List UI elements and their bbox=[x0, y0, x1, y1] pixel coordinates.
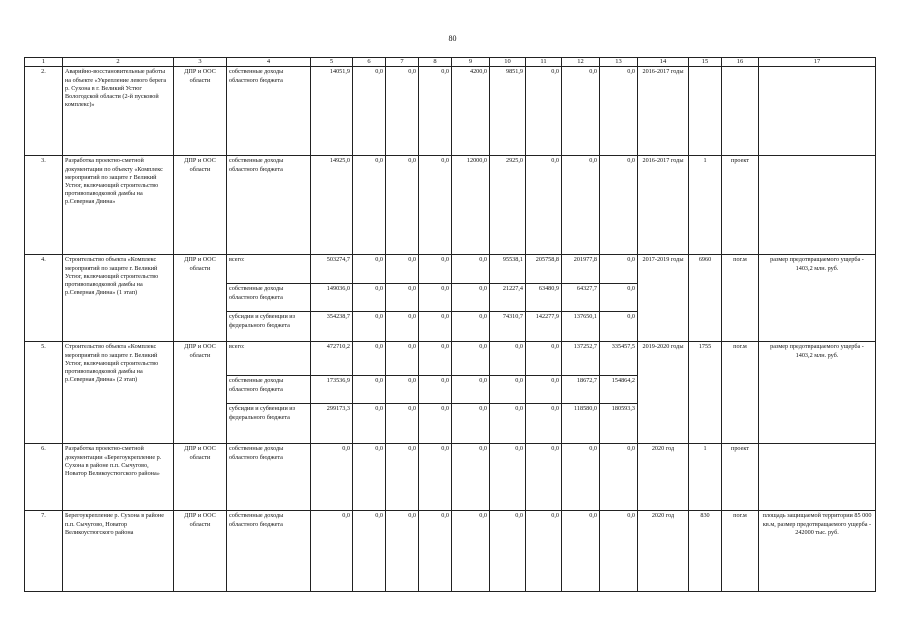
funding-source: всего: bbox=[227, 255, 311, 284]
amount-cell: 0,0 bbox=[386, 404, 419, 444]
program-table bbox=[24, 57, 876, 592]
amount-cell: 503274,7 bbox=[311, 255, 353, 284]
amount-cell: 0,0 bbox=[490, 444, 526, 511]
amount-cell: 0,0 bbox=[490, 404, 526, 444]
amount-cell: 0,0 bbox=[600, 444, 638, 511]
page-number: 80 bbox=[448, 34, 457, 43]
amount-cell: 14051,9 bbox=[311, 67, 353, 156]
executor: ДПР и ООС области bbox=[174, 156, 227, 255]
period: 2016-2017 годы bbox=[638, 156, 689, 255]
period: 2019-2020 годы bbox=[638, 342, 689, 444]
amount-cell: 118580,0 bbox=[562, 404, 600, 444]
amount-cell: 0,0 bbox=[353, 156, 386, 255]
amount-cell: 354238,7 bbox=[311, 312, 353, 342]
effect-note: размер предотвращаемого ущерба - 1403,2 млн. руб. bbox=[759, 342, 876, 444]
amount-cell: 95538,1 bbox=[490, 255, 526, 284]
measure-name: Строительство объекта «Комплекс мероприятий по защите г. Великий Устюг, включающий строительство противопаводковой дамбы на р.Северная Двина» (2 этап) bbox=[63, 342, 174, 444]
amount-cell: 0,0 bbox=[600, 284, 638, 312]
amount-cell: 0,0 bbox=[490, 342, 526, 376]
column-number: 13 bbox=[600, 58, 638, 67]
amount-cell: 4200,0 bbox=[452, 67, 490, 156]
executor: ДПР и ООС области bbox=[174, 255, 227, 342]
funding-source: субсидии и субвенции из федерального бюджета bbox=[227, 312, 311, 342]
column-number: 14 bbox=[638, 58, 689, 67]
amount-cell: 0,0 bbox=[419, 511, 452, 592]
amount-cell: 0,0 bbox=[419, 255, 452, 284]
column-number: 8 bbox=[419, 58, 452, 67]
amount-cell: 0,0 bbox=[562, 67, 600, 156]
amount-cell: 0,0 bbox=[419, 156, 452, 255]
unit bbox=[722, 67, 759, 156]
effect-note bbox=[759, 156, 876, 255]
amount-cell: 0,0 bbox=[562, 156, 600, 255]
column-number: 10 bbox=[490, 58, 526, 67]
amount-cell: 0,0 bbox=[386, 444, 419, 511]
amount-cell: 0,0 bbox=[419, 444, 452, 511]
unit: пог.м bbox=[722, 511, 759, 592]
quantity: 830 bbox=[689, 511, 722, 592]
amount-cell: 0,0 bbox=[353, 342, 386, 376]
measure-name: Разработка проектно-сметной документации по объекту «Комплекс мероприятий по защите г Великий Устюг, включающий строительство противопаводковой дамбы на р.Северная Двина» bbox=[63, 156, 174, 255]
funding-source: субсидии и субвенции из федерального бюджета bbox=[227, 404, 311, 444]
amount-cell: 18672,7 bbox=[562, 376, 600, 404]
row-number: 6. bbox=[25, 444, 63, 511]
unit: пог.м bbox=[722, 342, 759, 444]
row-number: 3. bbox=[25, 156, 63, 255]
amount-cell: 149036,0 bbox=[311, 284, 353, 312]
quantity: 1 bbox=[689, 444, 722, 511]
amount-cell: 0,0 bbox=[311, 444, 353, 511]
amount-cell: 0,0 bbox=[419, 342, 452, 376]
amount-cell: 21227,4 bbox=[490, 284, 526, 312]
column-number: 15 bbox=[689, 58, 722, 67]
measure-name: Аварийно-восстановительные работы на объекте «Укрепление левого берега р. Сухона в г. Великий Устюг Вологодской области (2-й пусковой комплекс)» bbox=[63, 67, 174, 156]
unit: пог.м bbox=[722, 255, 759, 342]
amount-cell: 0,0 bbox=[386, 67, 419, 156]
amount-cell: 0,0 bbox=[526, 156, 562, 255]
amount-cell: 180593,3 bbox=[600, 404, 638, 444]
effect-note: размер предотвращаемого ущерба - 1403,2 млн. руб. bbox=[759, 255, 876, 342]
amount-cell: 0,0 bbox=[452, 444, 490, 511]
amount-cell: 0,0 bbox=[452, 312, 490, 342]
executor: ДПР и ООС области bbox=[174, 444, 227, 511]
column-number: 5 bbox=[311, 58, 353, 67]
amount-cell: 137650,1 bbox=[562, 312, 600, 342]
header-row bbox=[25, 58, 876, 67]
measure-name: Разработка проектно-сметной документации «Берегоукрепление р. Сухона в районе п.п. Сычугово, Новатор Великоустюгского района» bbox=[63, 444, 174, 511]
table-row bbox=[25, 511, 876, 592]
period: 2020 год bbox=[638, 511, 689, 592]
amount-cell: 472710,2 bbox=[311, 342, 353, 376]
row-number: 2. bbox=[25, 67, 63, 156]
column-number: 11 bbox=[526, 58, 562, 67]
funding-source: собственные доходы областного бюджета bbox=[227, 284, 311, 312]
amount-cell: 9851,9 bbox=[490, 67, 526, 156]
amount-cell: 0,0 bbox=[562, 444, 600, 511]
amount-cell: 0,0 bbox=[386, 312, 419, 342]
amount-cell: 0,0 bbox=[526, 444, 562, 511]
amount-cell: 0,0 bbox=[386, 511, 419, 592]
period: 2016-2017 годы bbox=[638, 67, 689, 156]
row-number: 5. bbox=[25, 342, 63, 444]
effect-note: площадь защищаемой территории 85 000 кв.м, размер предотвращаемого ущерба - 242000 тыс. руб. bbox=[759, 511, 876, 592]
measure-name: Берегоукрепление р. Сухона в районе п.п. Сычугово, Новатор Великоустюгского района bbox=[63, 511, 174, 592]
amount-cell: 0,0 bbox=[353, 284, 386, 312]
amount-cell: 154864,2 bbox=[600, 376, 638, 404]
funding-source: собственные доходы областного бюджета bbox=[227, 444, 311, 511]
funding-source: собственные доходы областного бюджета bbox=[227, 156, 311, 255]
column-number: 1 bbox=[25, 58, 63, 67]
funding-source: собственные доходы областного бюджета bbox=[227, 511, 311, 592]
row-number: 4. bbox=[25, 255, 63, 342]
amount-cell: 0,0 bbox=[600, 511, 638, 592]
amount-cell: 205758,8 bbox=[526, 255, 562, 284]
amount-cell: 0,0 bbox=[353, 404, 386, 444]
amount-cell: 0,0 bbox=[353, 255, 386, 284]
table-row bbox=[25, 255, 876, 284]
row-number: 7. bbox=[25, 511, 63, 592]
amount-cell: 137252,7 bbox=[562, 342, 600, 376]
amount-cell: 0,0 bbox=[419, 312, 452, 342]
period: 2017-2019 годы bbox=[638, 255, 689, 342]
amount-cell: 0,0 bbox=[419, 284, 452, 312]
amount-cell: 0,0 bbox=[452, 404, 490, 444]
amount-cell: 0,0 bbox=[386, 156, 419, 255]
quantity: 1 bbox=[689, 156, 722, 255]
amount-cell: 74310,7 bbox=[490, 312, 526, 342]
amount-cell: 0,0 bbox=[386, 376, 419, 404]
period: 2020 год bbox=[638, 444, 689, 511]
amount-cell: 0,0 bbox=[452, 376, 490, 404]
amount-cell: 63480,9 bbox=[526, 284, 562, 312]
amount-cell: 0,0 bbox=[311, 511, 353, 592]
funding-source: собственные доходы областного бюджета bbox=[227, 67, 311, 156]
amount-cell: 0,0 bbox=[419, 404, 452, 444]
amount-cell: 0,0 bbox=[600, 255, 638, 284]
amount-cell: 142277,9 bbox=[526, 312, 562, 342]
amount-cell: 0,0 bbox=[452, 342, 490, 376]
table-row bbox=[25, 342, 876, 376]
column-number: 2 bbox=[63, 58, 174, 67]
amount-cell: 335457,5 bbox=[600, 342, 638, 376]
amount-cell: 14925,0 bbox=[311, 156, 353, 255]
executor: ДПР и ООС области bbox=[174, 342, 227, 444]
amount-cell: 0,0 bbox=[600, 67, 638, 156]
table-row bbox=[25, 156, 876, 255]
amount-cell: 0,0 bbox=[386, 342, 419, 376]
amount-cell: 0,0 bbox=[490, 511, 526, 592]
column-number: 3 bbox=[174, 58, 227, 67]
amount-cell: 299173,3 bbox=[311, 404, 353, 444]
amount-cell: 0,0 bbox=[419, 67, 452, 156]
amount-cell: 0,0 bbox=[526, 376, 562, 404]
amount-cell: 0,0 bbox=[353, 511, 386, 592]
measure-name: Строительство объекта «Комплекс мероприятий по защите г. Великий Устюг, включающий строительство противопаводковой дамбы на р.Северная Двина» (1 этап) bbox=[63, 255, 174, 342]
column-number: 6 bbox=[353, 58, 386, 67]
column-number: 9 bbox=[452, 58, 490, 67]
amount-cell: 0,0 bbox=[526, 404, 562, 444]
amount-cell: 0,0 bbox=[353, 376, 386, 404]
quantity bbox=[689, 67, 722, 156]
amount-cell: 0,0 bbox=[353, 312, 386, 342]
amount-cell: 0,0 bbox=[419, 376, 452, 404]
quantity: 6960 bbox=[689, 255, 722, 342]
amount-cell: 0,0 bbox=[526, 67, 562, 156]
amount-cell: 0,0 bbox=[526, 342, 562, 376]
amount-cell: 0,0 bbox=[452, 284, 490, 312]
amount-cell: 12000,0 bbox=[452, 156, 490, 255]
amount-cell: 64327,7 bbox=[562, 284, 600, 312]
amount-cell: 0,0 bbox=[600, 156, 638, 255]
amount-cell: 0,0 bbox=[386, 255, 419, 284]
column-number: 7 bbox=[386, 58, 419, 67]
table-body bbox=[25, 58, 876, 592]
quantity: 1755 bbox=[689, 342, 722, 444]
unit: проект bbox=[722, 156, 759, 255]
amount-cell: 201977,8 bbox=[562, 255, 600, 284]
amount-cell: 0,0 bbox=[452, 255, 490, 284]
table-row bbox=[25, 67, 876, 156]
column-number: 16 bbox=[722, 58, 759, 67]
amount-cell: 0,0 bbox=[353, 444, 386, 511]
amount-cell: 0,0 bbox=[386, 284, 419, 312]
amount-cell: 0,0 bbox=[452, 511, 490, 592]
amount-cell: 0,0 bbox=[353, 67, 386, 156]
effect-note bbox=[759, 444, 876, 511]
column-number: 4 bbox=[227, 58, 311, 67]
effect-note bbox=[759, 67, 876, 156]
amount-cell: 0,0 bbox=[526, 511, 562, 592]
funding-source: всего: bbox=[227, 342, 311, 376]
column-number: 17 bbox=[759, 58, 876, 67]
amount-cell: 0,0 bbox=[562, 511, 600, 592]
executor: ДПР и ООС области bbox=[174, 511, 227, 592]
amount-cell: 0,0 bbox=[600, 312, 638, 342]
amount-cell: 0,0 bbox=[490, 376, 526, 404]
column-number: 12 bbox=[562, 58, 600, 67]
unit: проект bbox=[722, 444, 759, 511]
table-row bbox=[25, 444, 876, 511]
amount-cell: 2925,0 bbox=[490, 156, 526, 255]
amount-cell: 173536,9 bbox=[311, 376, 353, 404]
funding-source: собственные доходы областного бюджета bbox=[227, 376, 311, 404]
executor: ДПР и ООС области bbox=[174, 67, 227, 156]
